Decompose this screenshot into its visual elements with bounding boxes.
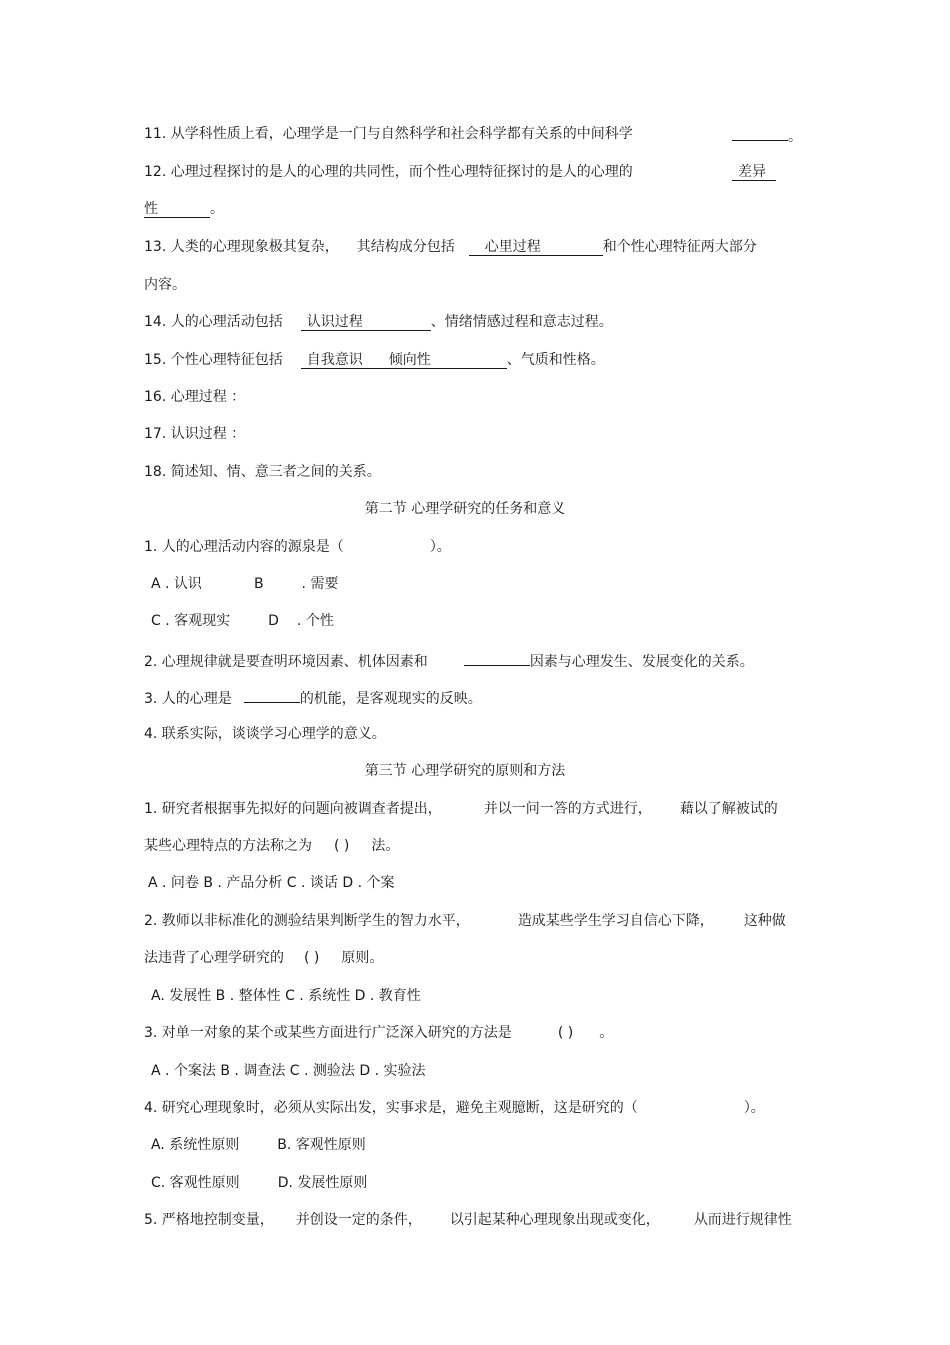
question-11-blank-line	[732, 124, 802, 144]
s3-question-3	[144, 1023, 613, 1043]
answer-fill: 心里过程	[469, 239, 603, 256]
punctuation: ）。	[429, 539, 451, 555]
option-c: C . 客观现实	[151, 613, 231, 629]
answer-fill: 认识过程	[301, 314, 431, 331]
s3-question-1-text-3: 藉以了解被试的	[679, 801, 778, 817]
answer-fill: 性	[144, 201, 210, 218]
s3-question-2	[144, 911, 786, 931]
s2-question-1	[144, 537, 451, 557]
question-15-text: 15. 个性心理特征包括	[144, 352, 283, 368]
s3-question-3-text: 3. 对单一对象的某个或某些方面进行广泛深入研究的方法是	[144, 1025, 512, 1041]
answer-paren: ( )	[304, 950, 320, 966]
s3-question-2-text: 2. 教师以非标准化的测验结果判断学生的智力水平，	[144, 913, 470, 929]
s3-question-1-text-5: 法。	[371, 838, 400, 854]
s3-question-4-options-cd	[151, 1173, 367, 1193]
option-c: C. 客观性原则	[151, 1175, 240, 1191]
s3-question-5	[144, 1210, 792, 1230]
s3-question-2-text-4: 法违背了心理学研究的	[144, 950, 284, 966]
option-d: . 个性	[296, 613, 334, 629]
question-13-continued	[144, 275, 186, 295]
s2-question-4: 4. 联系实际，谈谈学习心理学的意义。	[144, 726, 386, 742]
option-b: . 需要	[301, 576, 339, 592]
section-3-title: 第三节 心理学研究的原则和方法	[364, 763, 566, 779]
answer-paren: ( )	[334, 838, 350, 854]
section-2-title: 第二节 心理学研究的任务和意义	[364, 501, 566, 517]
punctuation: 。	[599, 1025, 614, 1041]
s2-question-2-text: 2. 心理规律就是要查明环境因素、机体因素和	[144, 654, 428, 670]
question-12	[144, 162, 633, 182]
question-15	[144, 350, 605, 370]
s2-question-2	[144, 649, 754, 669]
s3-question-4-text: 4. 研究心理现象时，必须从实际出发，实事求是，避免主观臆断，这是研究的（	[144, 1100, 638, 1116]
answer-2: 倾向性	[388, 352, 431, 368]
s2-question-1-options-cd	[151, 611, 334, 631]
s3-question-1-text-4: 某些心理特点的方法称之为	[144, 838, 312, 854]
question-11	[144, 124, 633, 144]
question-13-text-3: 和个性心理特征两大部分	[602, 239, 757, 255]
s3-question-1-text-2: 并以一问一答的方式进行，	[483, 801, 652, 817]
question-13-text-4: 内容。	[144, 277, 186, 293]
s2-question-1-text: 1. 人的心理活动内容的源泉是（	[144, 539, 344, 555]
question-12-answer	[732, 162, 776, 182]
question-13-text: 13. 人类的心理现象极其复杂，	[144, 239, 339, 255]
s3-question-1-continued	[144, 836, 399, 856]
question-14-text-2: 、情绪情感过程和意志过程。	[430, 314, 613, 330]
s3-question-4	[144, 1098, 765, 1118]
s3-question-4-options-ab	[151, 1135, 366, 1155]
s2-question-3	[144, 686, 482, 706]
s2-question-3-text: 3. 人的心理是	[144, 691, 232, 707]
s3-question-1	[144, 799, 778, 819]
answer-blank	[244, 686, 300, 703]
s3-question-3-options: A . 个案法 B . 调查法 C . 测验法 D . 实验法	[151, 1063, 426, 1079]
option-b-letter: B	[253, 576, 264, 592]
answer-paren: ( )	[557, 1025, 574, 1041]
s2-question-2-text-2: 因素与心理发生、发展变化的关系。	[529, 654, 754, 670]
punctuation: ）。	[743, 1100, 765, 1116]
question-15-text-2: 、气质和性格。	[506, 352, 605, 368]
answer-fill	[301, 352, 507, 369]
question-13-text-2: 其结构成分包括	[356, 239, 455, 255]
question-18: 18. 简述知、情、意三者之间的关系。	[144, 464, 381, 480]
s3-question-1-options: A . 问卷 B . 产品分析 C . 谈话 D . 个案	[148, 875, 395, 891]
question-11-text: 11. 从学科性质上看，心理学是一门与自然科学和社会科学都有关系的中间科学	[144, 126, 633, 142]
option-a: A. 系统性原则	[151, 1137, 240, 1153]
option-d: D. 发展性原则	[277, 1175, 368, 1191]
s3-question-1-text: 1. 研究者根据事先拟好的问题向被调查者提出，	[144, 801, 442, 817]
answer-blank	[732, 124, 788, 141]
question-14	[144, 312, 613, 332]
option-d-letter: D	[268, 613, 279, 629]
option-a: A . 认识	[151, 576, 202, 592]
s3-question-2-continued	[144, 948, 383, 968]
answer-1: 自我意识	[306, 352, 363, 368]
question-17: 17. 认识过程 ：	[144, 426, 246, 442]
s3-question-5-text-3: 以引起某种心理现象出现或变化，	[449, 1212, 660, 1228]
answer-blank	[464, 649, 530, 666]
s3-question-2-text-2: 造成某些学生学习自信心下降，	[517, 913, 714, 929]
s2-question-1-options-ab	[151, 574, 338, 594]
question-13	[144, 237, 757, 257]
question-14-text: 14. 人的心理活动包括	[144, 314, 283, 330]
question-16: 16. 心理过程 ：	[144, 389, 246, 405]
s2-question-3-text-2: 的机能，是客观现实的反映。	[299, 691, 482, 707]
s3-question-2-options: A. 发展性 B . 整体性 C . 系统性 D . 教育性	[151, 988, 421, 1004]
punctuation: 。	[210, 201, 224, 217]
answer-fill: 差异	[732, 164, 776, 181]
s3-question-5-text-4: 从而进行规律性	[693, 1212, 792, 1228]
s3-question-5-text-2: 并创设一定的条件，	[295, 1212, 422, 1228]
question-12-text: 12. 心理过程探讨的是人的心理的共同性，而个性心理特征探讨的是人的心理的	[144, 164, 633, 180]
question-12-continued	[144, 199, 224, 219]
s3-question-2-text-5: 原则。	[341, 950, 384, 966]
punctuation: 。	[788, 129, 802, 145]
s3-question-5-text: 5. 严格地控制变量，	[144, 1212, 274, 1228]
s3-question-2-text-3: 这种做	[743, 913, 786, 929]
option-b: B. 客观性原则	[277, 1137, 366, 1153]
